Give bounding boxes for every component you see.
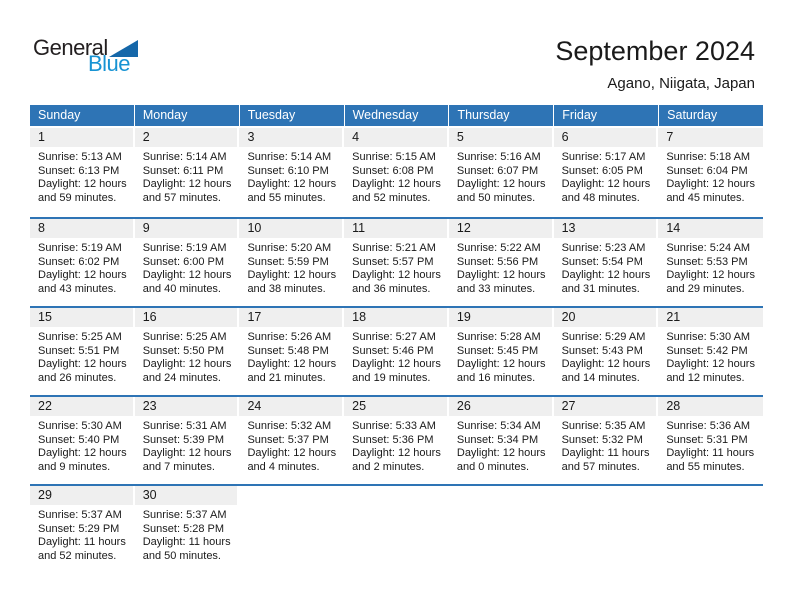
day-number: 18 xyxy=(344,308,447,327)
day-sun-details xyxy=(449,416,554,474)
calendar-day-cell xyxy=(344,128,449,217)
page-subtitle: Agano, Niigata, Japan xyxy=(607,75,755,92)
sunset-line: Sunset: 5:40 PM xyxy=(38,433,120,446)
calendar-day-cell xyxy=(239,128,344,217)
sunrise-line: Sunrise: 5:23 AM xyxy=(561,242,646,254)
daylight-line: Daylight: 12 hours xyxy=(142,447,232,459)
daylight-line: Daylight: 11 hours xyxy=(561,447,650,459)
day-sun-details xyxy=(554,327,659,385)
sunrise-line: Sunrise: 5:33 AM xyxy=(352,420,436,432)
day-number: 6 xyxy=(554,128,657,147)
sunset-line: Sunset: 6:02 PM xyxy=(38,255,120,268)
daylight-line: Daylight: 12 hours xyxy=(38,447,127,459)
sunset-line: Sunset: 5:56 PM xyxy=(456,255,539,268)
daylight-line: Daylight: 12 hours xyxy=(666,358,755,370)
sunrise-line: Sunrise: 5:17 AM xyxy=(561,151,646,163)
daylight-line-2: and 12 minutes. xyxy=(666,371,745,384)
daylight-line-2: and 38 minutes. xyxy=(247,282,326,295)
calendar-day-cell xyxy=(239,308,344,395)
day-sun-details xyxy=(239,238,344,296)
sunset-line: Sunset: 5:59 PM xyxy=(247,255,329,268)
sunset-line: Sunset: 6:07 PM xyxy=(456,164,539,177)
day-number: 7 xyxy=(658,128,763,147)
day-sun-details xyxy=(344,416,449,474)
sunrise-line: Sunrise: 5:19 AM xyxy=(142,242,227,254)
sunrise-line: Sunrise: 5:34 AM xyxy=(456,420,541,432)
sunset-line: Sunset: 5:51 PM xyxy=(38,344,120,357)
sunset-line: Sunset: 5:54 PM xyxy=(561,255,643,268)
daylight-line-2: and 2 minutes. xyxy=(352,460,425,473)
day-number: 17 xyxy=(239,308,342,327)
day-sun-details xyxy=(449,147,554,205)
sunset-line: Sunset: 5:29 PM xyxy=(38,522,120,535)
day-number: 14 xyxy=(658,219,763,238)
daylight-line-2: and 45 minutes. xyxy=(666,191,745,204)
daylight-line-2: and 9 minutes. xyxy=(38,460,111,473)
daylight-line-2: and 48 minutes. xyxy=(561,191,640,204)
sunrise-line: Sunrise: 5:15 AM xyxy=(352,151,436,163)
day-sun-details xyxy=(135,327,240,385)
weekday-header-saturday: Saturday xyxy=(659,105,763,126)
day-number: 19 xyxy=(449,308,552,327)
calendar-day-cell xyxy=(135,486,240,573)
calendar-day-cell xyxy=(449,308,554,395)
day-number: 1 xyxy=(30,128,133,147)
weekday-header-thursday: Thursday xyxy=(449,105,554,126)
weekday-header-friday: Friday xyxy=(554,105,659,126)
daylight-line-2: and 57 minutes. xyxy=(561,460,640,473)
sunset-line: Sunset: 6:05 PM xyxy=(561,164,643,177)
sunrise-line: Sunrise: 5:35 AM xyxy=(561,420,646,432)
daylight-line-2: and 31 minutes. xyxy=(561,282,640,295)
day-sun-details xyxy=(658,238,763,296)
sunrise-line: Sunrise: 5:22 AM xyxy=(456,242,541,254)
day-sun-details xyxy=(344,327,449,385)
daylight-line: Daylight: 12 hours xyxy=(561,269,651,281)
day-sun-details xyxy=(239,327,344,385)
daylight-line-2: and 33 minutes. xyxy=(456,282,536,295)
daylight-line: Daylight: 12 hours xyxy=(247,269,337,281)
weeks-container xyxy=(30,128,763,573)
calendar-day-cell xyxy=(30,308,135,395)
day-sun-details xyxy=(30,327,135,385)
day-sun-details xyxy=(658,416,763,474)
daylight-line: Daylight: 12 hours xyxy=(352,269,441,281)
day-number: 11 xyxy=(344,219,447,238)
day-number: 13 xyxy=(554,219,657,238)
day-number: 9 xyxy=(135,219,238,238)
week-row-1 xyxy=(30,128,763,217)
calendar-day-cell xyxy=(135,308,240,395)
day-number xyxy=(658,486,763,505)
sunset-line: Sunset: 5:28 PM xyxy=(142,522,225,535)
sunrise-line: Sunrise: 5:30 AM xyxy=(38,420,122,432)
day-number: 4 xyxy=(344,128,447,147)
day-sun-details xyxy=(554,238,659,296)
page-title: September 2024 xyxy=(555,36,755,66)
sunset-line: Sunset: 5:42 PM xyxy=(666,344,748,357)
calendar-day-cell xyxy=(554,128,659,217)
sunrise-line: Sunrise: 5:31 AM xyxy=(142,420,227,432)
daylight-line-2: and 55 minutes. xyxy=(666,460,745,473)
sunset-line: Sunset: 6:13 PM xyxy=(38,164,120,177)
day-sun-details xyxy=(554,147,659,205)
day-number: 15 xyxy=(30,308,133,327)
calendar-day-cell xyxy=(344,219,449,306)
logo-text-general: General xyxy=(33,35,108,60)
sunset-line: Sunset: 5:43 PM xyxy=(561,344,643,357)
calendar-day-cell xyxy=(344,397,449,484)
calendar-day-cell xyxy=(658,308,763,395)
day-number: 27 xyxy=(554,397,657,416)
sunrise-line: Sunrise: 5:32 AM xyxy=(247,420,332,432)
daylight-line-2: and 57 minutes. xyxy=(142,191,221,204)
empty-day-cell xyxy=(344,486,449,573)
daylight-line-2: and 16 minutes. xyxy=(456,371,536,384)
sunrise-line: Sunrise: 5:16 AM xyxy=(456,151,541,163)
sunrise-line: Sunrise: 5:24 AM xyxy=(666,242,751,254)
day-sun-details xyxy=(30,505,135,563)
calendar-grid xyxy=(30,105,763,573)
sunrise-line: Sunrise: 5:37 AM xyxy=(38,509,122,521)
daylight-line-2: and 50 minutes. xyxy=(456,191,536,204)
sunset-line: Sunset: 5:37 PM xyxy=(247,433,329,446)
calendar-day-cell xyxy=(554,397,659,484)
title-block xyxy=(555,36,755,92)
daylight-line-2: and 43 minutes. xyxy=(38,282,117,295)
empty-day-cell xyxy=(239,486,344,573)
sunrise-line: Sunrise: 5:36 AM xyxy=(666,420,751,432)
day-number xyxy=(239,486,342,505)
sunset-line: Sunset: 5:36 PM xyxy=(352,433,434,446)
empty-day-cell xyxy=(449,486,554,573)
day-number: 29 xyxy=(30,486,133,505)
day-number: 16 xyxy=(135,308,238,327)
sunset-line: Sunset: 5:34 PM xyxy=(456,433,539,446)
sunrise-line: Sunrise: 5:19 AM xyxy=(38,242,122,254)
general-blue-logo xyxy=(33,35,143,76)
calendar-day-cell xyxy=(135,128,240,217)
weekday-header-tuesday: Tuesday xyxy=(240,105,345,126)
daylight-line: Daylight: 12 hours xyxy=(38,269,127,281)
calendar-day-cell xyxy=(344,308,449,395)
sunrise-line: Sunrise: 5:26 AM xyxy=(247,331,332,343)
day-number: 8 xyxy=(30,219,133,238)
day-number xyxy=(554,486,657,505)
calendar-day-cell xyxy=(239,397,344,484)
daylight-line: Daylight: 12 hours xyxy=(561,358,651,370)
daylight-line: Daylight: 11 hours xyxy=(38,536,126,548)
daylight-line-2: and 0 minutes. xyxy=(456,460,530,473)
calendar-day-cell xyxy=(135,397,240,484)
sunset-line: Sunset: 6:10 PM xyxy=(247,164,329,177)
sunset-line: Sunset: 5:50 PM xyxy=(142,344,225,357)
day-sun-details xyxy=(135,238,240,296)
day-number: 23 xyxy=(135,397,238,416)
daylight-line-2: and 52 minutes. xyxy=(38,549,117,562)
day-number: 30 xyxy=(135,486,238,505)
daylight-line: Daylight: 12 hours xyxy=(38,178,127,190)
daylight-line-2: and 36 minutes. xyxy=(352,282,431,295)
week-row-5 xyxy=(30,484,763,573)
sunset-line: Sunset: 6:00 PM xyxy=(142,255,225,268)
day-sun-details xyxy=(30,238,135,296)
logo-text-blue: Blue xyxy=(88,51,131,76)
daylight-line: Daylight: 12 hours xyxy=(142,178,232,190)
day-sun-details xyxy=(449,327,554,385)
empty-day-cell xyxy=(554,486,659,573)
sunrise-line: Sunrise: 5:29 AM xyxy=(561,331,646,343)
daylight-line-2: and 7 minutes. xyxy=(142,460,215,473)
day-number xyxy=(344,486,447,505)
day-sun-details xyxy=(658,147,763,205)
sunset-line: Sunset: 5:31 PM xyxy=(666,433,748,446)
calendar-day-cell xyxy=(30,128,135,217)
daylight-line: Daylight: 12 hours xyxy=(666,269,755,281)
daylight-line-2: and 26 minutes. xyxy=(38,371,117,384)
sunset-line: Sunset: 6:08 PM xyxy=(352,164,434,177)
daylight-line-2: and 40 minutes. xyxy=(142,282,221,295)
daylight-line: Daylight: 12 hours xyxy=(247,358,337,370)
day-sun-details xyxy=(449,238,554,296)
calendar-day-cell xyxy=(30,486,135,573)
daylight-line-2: and 19 minutes. xyxy=(352,371,431,384)
daylight-line-2: and 21 minutes. xyxy=(247,371,326,384)
weekday-header-monday: Monday xyxy=(135,105,240,126)
sunrise-line: Sunrise: 5:21 AM xyxy=(352,242,436,254)
daylight-line: Daylight: 12 hours xyxy=(247,178,337,190)
day-number: 2 xyxy=(135,128,238,147)
day-number: 20 xyxy=(554,308,657,327)
calendar-day-cell xyxy=(239,219,344,306)
daylight-line: Daylight: 12 hours xyxy=(142,358,232,370)
daylight-line-2: and 14 minutes. xyxy=(561,371,640,384)
calendar-day-cell xyxy=(135,219,240,306)
daylight-line: Daylight: 12 hours xyxy=(352,178,441,190)
day-sun-details xyxy=(554,416,659,474)
sunrise-line: Sunrise: 5:18 AM xyxy=(666,151,751,163)
sunrise-line: Sunrise: 5:25 AM xyxy=(38,331,122,343)
daylight-line-2: and 52 minutes. xyxy=(352,191,431,204)
day-sun-details xyxy=(239,416,344,474)
weekday-header-wednesday: Wednesday xyxy=(345,105,450,126)
daylight-line: Daylight: 12 hours xyxy=(352,358,441,370)
weekday-header-row xyxy=(30,105,763,126)
calendar-day-cell xyxy=(658,397,763,484)
sunset-line: Sunset: 6:11 PM xyxy=(142,164,224,177)
week-row-2 xyxy=(30,217,763,306)
sunset-line: Sunset: 5:45 PM xyxy=(456,344,539,357)
daylight-line: Daylight: 12 hours xyxy=(142,269,232,281)
sunset-line: Sunset: 5:46 PM xyxy=(352,344,434,357)
day-number: 26 xyxy=(449,397,552,416)
sunset-line: Sunset: 5:32 PM xyxy=(561,433,643,446)
calendar-day-cell xyxy=(449,397,554,484)
daylight-line: Daylight: 12 hours xyxy=(456,358,546,370)
week-row-4 xyxy=(30,395,763,484)
sunrise-line: Sunrise: 5:37 AM xyxy=(142,509,227,521)
sunrise-line: Sunrise: 5:28 AM xyxy=(456,331,541,343)
day-sun-details xyxy=(135,505,240,563)
calendar-day-cell xyxy=(449,128,554,217)
sunset-line: Sunset: 6:04 PM xyxy=(666,164,748,177)
daylight-line-2: and 55 minutes. xyxy=(247,191,326,204)
daylight-line: Daylight: 11 hours xyxy=(666,447,755,459)
sunrise-line: Sunrise: 5:25 AM xyxy=(142,331,227,343)
calendar-day-cell xyxy=(658,219,763,306)
daylight-line: Daylight: 12 hours xyxy=(666,178,755,190)
day-number: 12 xyxy=(449,219,552,238)
daylight-line-2: and 4 minutes. xyxy=(247,460,320,473)
daylight-line: Daylight: 12 hours xyxy=(38,358,127,370)
day-sun-details xyxy=(344,238,449,296)
sunset-line: Sunset: 5:57 PM xyxy=(352,255,434,268)
day-sun-details xyxy=(135,147,240,205)
day-number: 24 xyxy=(239,397,342,416)
daylight-line-2: and 29 minutes. xyxy=(666,282,745,295)
daylight-line: Daylight: 12 hours xyxy=(456,269,546,281)
day-sun-details xyxy=(658,327,763,385)
daylight-line: Daylight: 12 hours xyxy=(456,178,546,190)
empty-day-cell xyxy=(658,486,763,573)
sunrise-line: Sunrise: 5:20 AM xyxy=(247,242,332,254)
calendar-day-cell xyxy=(449,219,554,306)
calendar-day-cell xyxy=(658,128,763,217)
day-sun-details xyxy=(30,147,135,205)
calendar-day-cell xyxy=(554,219,659,306)
daylight-line-2: and 50 minutes. xyxy=(142,549,221,562)
day-number: 10 xyxy=(239,219,342,238)
day-number: 5 xyxy=(449,128,552,147)
day-number: 21 xyxy=(658,308,763,327)
daylight-line: Daylight: 11 hours xyxy=(142,536,231,548)
sunrise-line: Sunrise: 5:14 AM xyxy=(247,151,332,163)
sunset-line: Sunset: 5:39 PM xyxy=(142,433,225,446)
daylight-line: Daylight: 12 hours xyxy=(561,178,651,190)
daylight-line: Daylight: 12 hours xyxy=(247,447,337,459)
day-sun-details xyxy=(30,416,135,474)
daylight-line-2: and 59 minutes. xyxy=(38,191,117,204)
day-number: 28 xyxy=(658,397,763,416)
week-row-3 xyxy=(30,306,763,395)
sunrise-line: Sunrise: 5:27 AM xyxy=(352,331,436,343)
day-sun-details xyxy=(239,147,344,205)
day-number xyxy=(449,486,552,505)
day-sun-details xyxy=(135,416,240,474)
day-number: 3 xyxy=(239,128,342,147)
sunrise-line: Sunrise: 5:30 AM xyxy=(666,331,751,343)
daylight-line: Daylight: 12 hours xyxy=(456,447,546,459)
sunset-line: Sunset: 5:48 PM xyxy=(247,344,329,357)
sunrise-line: Sunrise: 5:14 AM xyxy=(142,151,227,163)
calendar-day-cell xyxy=(30,219,135,306)
calendar-day-cell xyxy=(554,308,659,395)
weekday-header-sunday: Sunday xyxy=(30,105,135,126)
sunset-line: Sunset: 5:53 PM xyxy=(666,255,748,268)
day-sun-details xyxy=(344,147,449,205)
day-number: 22 xyxy=(30,397,133,416)
daylight-line-2: and 24 minutes. xyxy=(142,371,221,384)
daylight-line: Daylight: 12 hours xyxy=(352,447,441,459)
calendar-day-cell xyxy=(30,397,135,484)
sunrise-line: Sunrise: 5:13 AM xyxy=(38,151,122,163)
day-number: 25 xyxy=(344,397,447,416)
